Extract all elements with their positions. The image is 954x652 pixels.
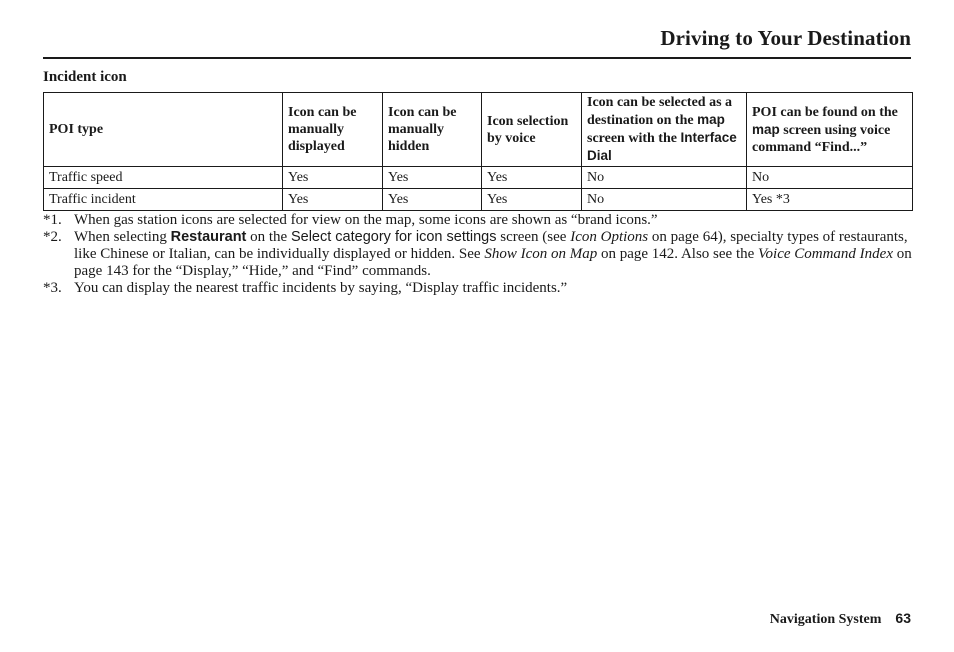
footnote-1 xyxy=(43,212,913,229)
poi-table xyxy=(43,92,913,211)
table-cell: Yes xyxy=(283,167,383,189)
page-number: 63 xyxy=(895,610,911,626)
table-row xyxy=(44,167,913,189)
footnote-marker: *2. xyxy=(43,229,62,245)
table-header-row xyxy=(44,93,913,167)
reference-icon-options: Icon Options xyxy=(570,229,649,245)
page-header xyxy=(43,26,911,59)
table-cell: Yes *3 xyxy=(747,189,913,211)
footnote-text xyxy=(74,229,912,279)
table-cell: Yes xyxy=(283,189,383,211)
header-text: Icon can be selected as a destination on the xyxy=(587,95,733,128)
footer-label: Navigation System xyxy=(769,612,882,627)
reference-show-icon-on-map: Show Icon on Map xyxy=(484,246,598,262)
header-text: screen using voice command “Find...” xyxy=(752,122,891,155)
footnote-text-segment: on page 142. Also see the xyxy=(597,246,759,262)
table-row xyxy=(44,189,913,211)
ui-term-select-category: Select category for icon settings xyxy=(290,229,497,245)
table-cell: Traffic speed xyxy=(44,167,283,189)
table-cell: Yes xyxy=(383,167,482,189)
footnote-text: You can display the nearest traffic incidents by saying, “Display traffic incidents.” xyxy=(74,280,568,296)
column-header-find-by-voice xyxy=(747,93,913,167)
page-title: Driving to Your Destination xyxy=(660,26,911,50)
footnotes xyxy=(43,212,913,297)
column-header-manually-hidden: Icon can be manually hidden xyxy=(383,93,482,167)
ui-term-map: map xyxy=(697,112,725,127)
table-cell: No xyxy=(582,167,747,189)
column-header-manually-displayed: Icon can be manually displayed xyxy=(283,93,383,167)
footnote-text-segment: on the xyxy=(246,229,291,245)
header-text: screen with the xyxy=(587,131,681,146)
reference-voice-command-index: Voice Command Index xyxy=(758,246,893,262)
footnote-text-segment: on page 64), specialty types of restaurants, like Chinese or Italian, can be individually displayed or hidden. See xyxy=(74,229,908,262)
table-cell: Yes xyxy=(482,167,582,189)
footnote-text-segment: on page 143 for the “Display,” “Hide,” and “Find” commands. xyxy=(74,246,912,279)
table-cell: Yes xyxy=(383,189,482,211)
header-text: POI can be found on the xyxy=(752,104,898,120)
table-cell: Traffic incident xyxy=(44,189,283,211)
ui-term-map: map xyxy=(752,121,780,137)
table-cell: Yes xyxy=(482,189,582,211)
footnote-2 xyxy=(43,229,913,280)
ui-term-restaurant: Restaurant xyxy=(170,229,247,245)
ui-term-interface-dial: Interface Dial xyxy=(587,130,737,163)
section-heading: Incident icon xyxy=(43,69,127,85)
table-cell: No xyxy=(582,189,747,211)
table-cell: No xyxy=(747,167,913,189)
footnote-3 xyxy=(43,280,913,297)
footnote-text: When gas station icons are selected for view on the map, some icons are shown as “brand icons.” xyxy=(74,212,658,228)
column-header-selectable-destination xyxy=(582,93,747,167)
column-header-poi-type: POI type xyxy=(44,93,283,167)
column-header-selection-by-voice: Icon selection by voice xyxy=(482,93,582,167)
page-footer xyxy=(770,610,911,628)
footnote-text-segment: When selecting xyxy=(74,229,171,245)
footnote-marker: *1. xyxy=(43,212,62,228)
footnote-marker: *3. xyxy=(43,280,62,296)
footnote-text-segment: screen (see xyxy=(496,229,571,245)
